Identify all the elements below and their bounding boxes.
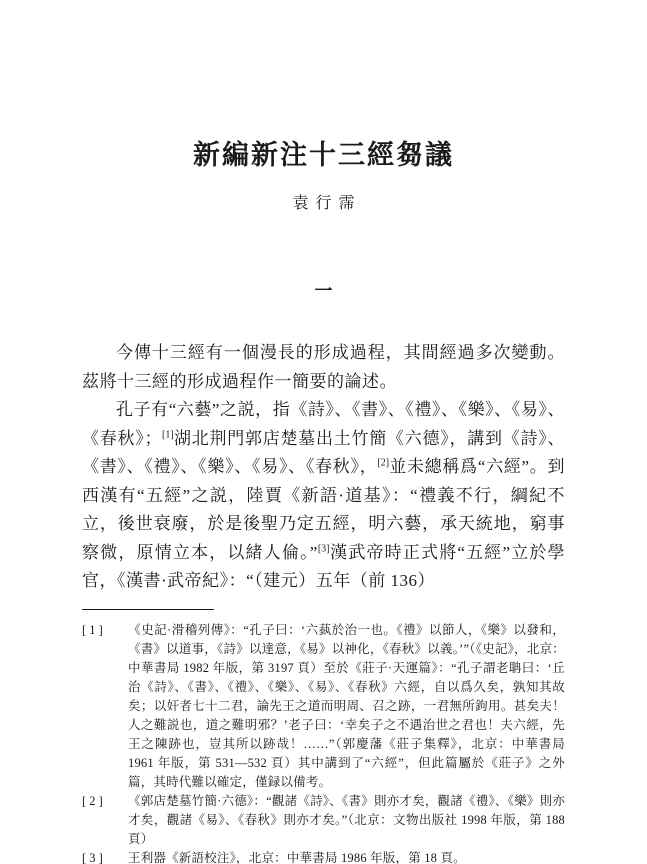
footnotes-section [82,621,565,864]
paragraph: 孔子有“六藝”之説，指《詩》、《書》、《禮》、《樂》、《易》、《春秋》；[1]湖北荆門郭店楚墓出土竹簡《六德》，講到《詩》、《書》、《禮》、《樂》、《易》、《春秋》，[2]並未總稱爲“六經”。到西漢有“五經”之説，陸賈《新語·道基》：“禮義不行，綱紀不立，後世衰廢，於是後聖乃定五經，明六藝，承天統地，窮事察微，原情立本，以緒人倫。”[3]漢武帝時正式將“五經”立於學官，《漢書·武帝紀》：“（建元）五年（前 136） [82,400,566,591]
paragraph: 今傳十三經有一個漫長的形成過程，其間經過多次變動。茲將十三經的形成過程作一簡要的論述。 [82,343,565,391]
page-title: 新編新注十三經芻議 [193,140,454,170]
footnote-text: 王利器《新語校注》，北京：中華書局 1986 年版，第 18 頁。 [128,850,466,864]
footnote-text: 《史記·滑稽列傳》：“孔子曰：‘六蓺於治一也。《禮》以節人，《樂》以發和，《書》以道事，《詩》以達意，《易》以神化，《春秋》以義。’”（《史記》，北京：中華書局 1982 年版，第 3197 頁）至於《莊子·天運篇》：“孔子謂老聃曰：‘丘治《詩》、《書》、《禮》、《樂》、《易》、《春秋》六經，自以爲久矣，孰知其故矣；以奸者七十二君，論先王之道而明周、召之跡，一君無所鉤用。甚矣夫！人之難説也，道之難明邪？’老子曰：‘幸矣子之不遇治世之君也！夫六經，先王之陳跡也，豈其所以跡哉！……”（郭慶藩《莊子集釋》，北京：中華書局 1961 年版，第 531—532 頁）其中講到了“六經”，但此篇屬於《莊子》之外篇，其時代難以確定，僅録以備考。 [128,622,565,789]
footnote-reference: [1] [162,428,174,440]
footnote-text: 《郭店楚墓竹簡·六德》：“觀諸《詩》、《書》則亦才矣，觀諸《禮》、《樂》則亦才矣，觀諸《易》、《春秋》則亦才矣。”（北京：文物出版社 1998 年版，第 188 頁） [128,793,565,846]
footnote-reference: [3] [317,542,330,554]
footnote-item [82,792,565,849]
footnote-item [82,621,565,792]
footnote-item [82,849,565,864]
footnote-marker: [ 1 ] [82,622,103,637]
footnote-separator-rule [82,609,214,610]
footnote-marker: [ 2 ] [82,793,103,808]
author-name: 袁行霈 [292,194,362,212]
footnote-marker: [ 3 ] [82,850,103,864]
section-number: 一 [314,281,333,302]
body-text [82,339,565,596]
footnote-reference: [2] [377,457,390,469]
